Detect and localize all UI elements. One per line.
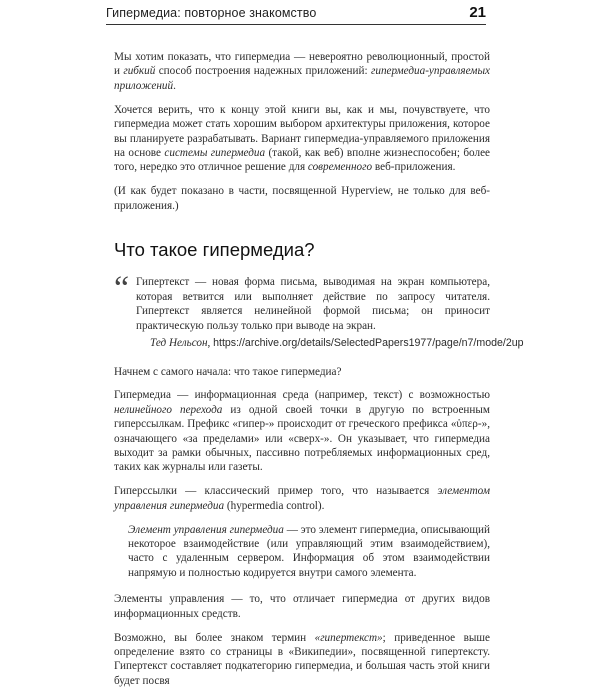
paragraph-intro bbox=[114, 50, 490, 93]
attribution-separator: , bbox=[207, 337, 214, 350]
text-run: ; приведенное выше определение взято со страницы в «Википедии», посвященной гипертексту. Гипертекст составляет подкатегорию гипермедиа, и большая часть этой книги будет посвя bbox=[114, 631, 490, 687]
paragraph-hypertext bbox=[114, 631, 490, 689]
text-run: Хочется верить, что к концу этой книги вы, как и мы, почувствуете, что гипермедиа может стать хорошим выбором архитектуры приложения, которое вы планируете разрабатывать. Вариант гипермедиа-управляемого приложения на основе bbox=[114, 103, 490, 159]
header-rule bbox=[106, 24, 486, 25]
text-run: . bbox=[173, 79, 176, 92]
text-run: способ построения надежных приложений: bbox=[155, 65, 371, 78]
emphasis: нелинейного перехода bbox=[114, 403, 223, 416]
emphasis: элементом управления гипермедиа bbox=[114, 485, 490, 512]
epigraph bbox=[114, 270, 524, 350]
paragraph-hyperlinks bbox=[114, 484, 490, 513]
text-run: (такой, как веб) вполне жизнеспособен; более того, нередко это отличное решение для bbox=[114, 146, 491, 174]
text-run: веб-приложения. bbox=[372, 161, 456, 174]
text-run: Возможно, вы более знаком термин bbox=[114, 631, 315, 644]
paragraph-controls: Элементы управления — то, что отличает гипермедиа от других видов информационных средств. bbox=[114, 593, 490, 620]
epigraph-author: Тед Нельсон bbox=[150, 337, 208, 350]
page-number: 21 bbox=[469, 4, 486, 21]
text-run: (hypermedia control). bbox=[224, 499, 325, 512]
epigraph-text: Гипертекст — новая форма письма, выводимая на экран компьютера, которая ветвится или выполняет действие по запросу читателя. Гипертекст является нелинейной формой письма; он приносит практическую пользу только при выводе на экран. bbox=[136, 276, 490, 332]
running-title: Гипермедиа: повторное знакомство bbox=[106, 5, 317, 20]
emphasis: системы гипермедиа bbox=[164, 146, 266, 159]
text-run: — это элемент гипермедиа, описывающий некоторое взаимодействие (или управляющий этим взаимодействием), часто с удаленным сервером. Информация об этом взаимодействии напрямую и полностью кодируется внутри самого элемента. bbox=[128, 523, 490, 579]
emphasis: «гипертекст» bbox=[314, 631, 383, 644]
epigraph-attribution bbox=[150, 336, 524, 350]
defined-term: Элемент управления гипермедиа bbox=[128, 523, 284, 536]
paragraph-definition-hypermedia bbox=[114, 388, 490, 474]
text-run: Гипермедиа — информационная среда (например, текст) с возможностью bbox=[114, 389, 490, 402]
emphasis: современного bbox=[307, 161, 373, 174]
text-run: из одной своей точки в другую по встроенным гиперссылкам. Префикс «гипер-» происходит от греческого префикса «ὑπερ-», означающего «за пределами» или «сверх-». Он указывает, что гипермедиа выходит за рамки обычных, пассивно потребляемых информационных сред, таких как журналы или газеты. bbox=[114, 403, 491, 474]
paragraph-hope bbox=[114, 103, 490, 175]
paragraph-hyperview-note: (И как будет показано в части, посвященной Hyperview, не только для веб-приложения.) bbox=[114, 185, 490, 212]
page-body bbox=[114, 50, 524, 698]
text-run: Гиперссылки — классический пример того, что называется bbox=[114, 485, 438, 498]
text-run: Мы хотим показать, что гипермедиа — невероятно революционный, простой и bbox=[114, 51, 490, 78]
section-heading: Что такое гипермедиа? bbox=[114, 239, 315, 261]
paragraph-question: Начнем с самого начала: что такое гипермедиа? bbox=[114, 365, 342, 378]
page-header bbox=[106, 4, 486, 21]
emphasis: гибкий bbox=[123, 65, 156, 78]
definition-block bbox=[114, 523, 490, 581]
epigraph-source-link[interactable]: https://archive.org/details/SelectedPapers1977/page/n7/mode/2up bbox=[213, 337, 524, 350]
emphasis: гипермедиа-управляемых приложений bbox=[114, 65, 490, 92]
quote-mark-icon: “ bbox=[114, 270, 130, 308]
